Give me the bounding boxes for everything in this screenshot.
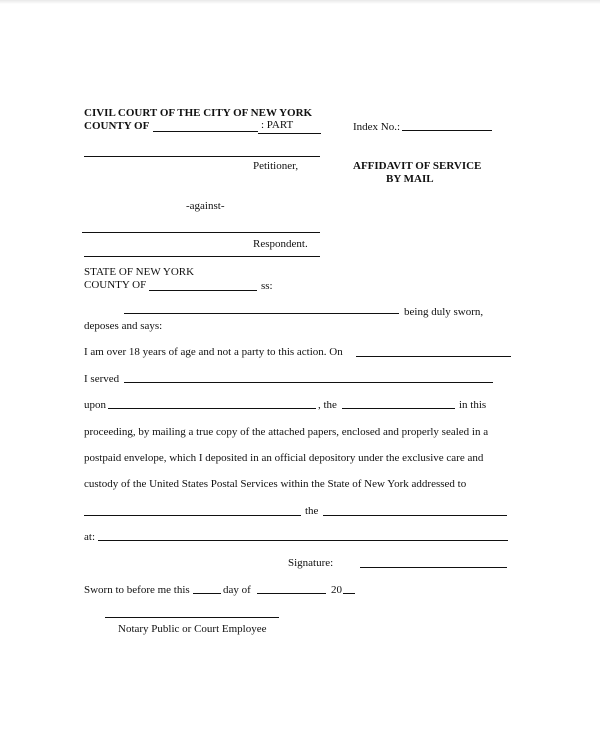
caption-bottom-rule [84,256,320,257]
year-prefix: 20 [331,584,342,596]
respondent-label: Respondent. [253,238,308,250]
sworn-label: Sworn to before me this [84,584,190,596]
month-blank[interactable] [257,593,326,594]
signature-label: Signature: [288,557,334,569]
the-label: the [305,505,319,517]
addressee-name-blank[interactable] [84,515,301,516]
i-served-label: I served [84,373,120,385]
age-statement: I am over 18 years of age and not a party to this action. On [84,346,343,358]
ss-label: ss: [261,280,273,292]
caption-county-label: COUNTY OF [84,120,150,132]
deposes-line: deposes and says: [84,320,163,332]
venue-state: STATE OF NEW YORK [84,266,195,278]
in-this-label: in this [459,399,487,411]
signature-blank[interactable] [360,567,507,568]
document-title-line1: AFFIDAVIT OF SERVICE [353,160,482,172]
deponent-name-blank[interactable] [124,313,399,314]
venue-county-label: COUNTY OF [84,279,147,291]
against-label: -against- [186,200,225,212]
part-label: : PART [261,119,294,131]
respondent-name-blank[interactable] [82,232,320,233]
body-paragraph-line3: custody of the United States Postal Services within the State of New York addressed to [84,478,467,490]
party-role-blank[interactable] [342,408,455,409]
notary-label: Notary Public or Court Employee [118,623,267,635]
venue-county-blank[interactable] [149,290,257,291]
being-duly-sworn: being duly sworn, [404,306,484,318]
document-title-line2: BY MAIL [386,173,434,185]
page-top-edge [0,0,600,4]
day-blank[interactable] [193,593,221,594]
caption-right-rule [258,133,321,134]
petitioner-label: Petitioner, [253,160,299,172]
index-no-label: Index No.: [353,121,401,133]
day-of-label: day of [223,584,251,596]
upon-label: upon [84,399,106,411]
notary-signature-blank[interactable] [105,617,279,618]
addressee-role-blank[interactable] [323,515,507,516]
body-paragraph-line2: postpaid envelope, which I deposited in an official depository under the exclusive care and [84,452,484,464]
served-papers-blank[interactable] [124,382,493,383]
caption-county-blank[interactable] [153,131,258,132]
index-no-blank[interactable] [402,130,492,131]
upon-name-blank[interactable] [108,408,316,409]
date-blank[interactable] [356,356,511,357]
address-blank[interactable] [98,540,508,541]
body-paragraph-line1: proceeding, by mailing a true copy of the attached papers, enclosed and properly sealed in a [84,426,489,438]
court-name: CIVIL COURT OF THE CITY OF NEW YORK [84,107,313,119]
year-blank[interactable] [343,593,355,594]
comma-the-label: , the [318,399,337,411]
at-label: at: [84,531,95,543]
petitioner-name-blank[interactable] [84,156,320,157]
